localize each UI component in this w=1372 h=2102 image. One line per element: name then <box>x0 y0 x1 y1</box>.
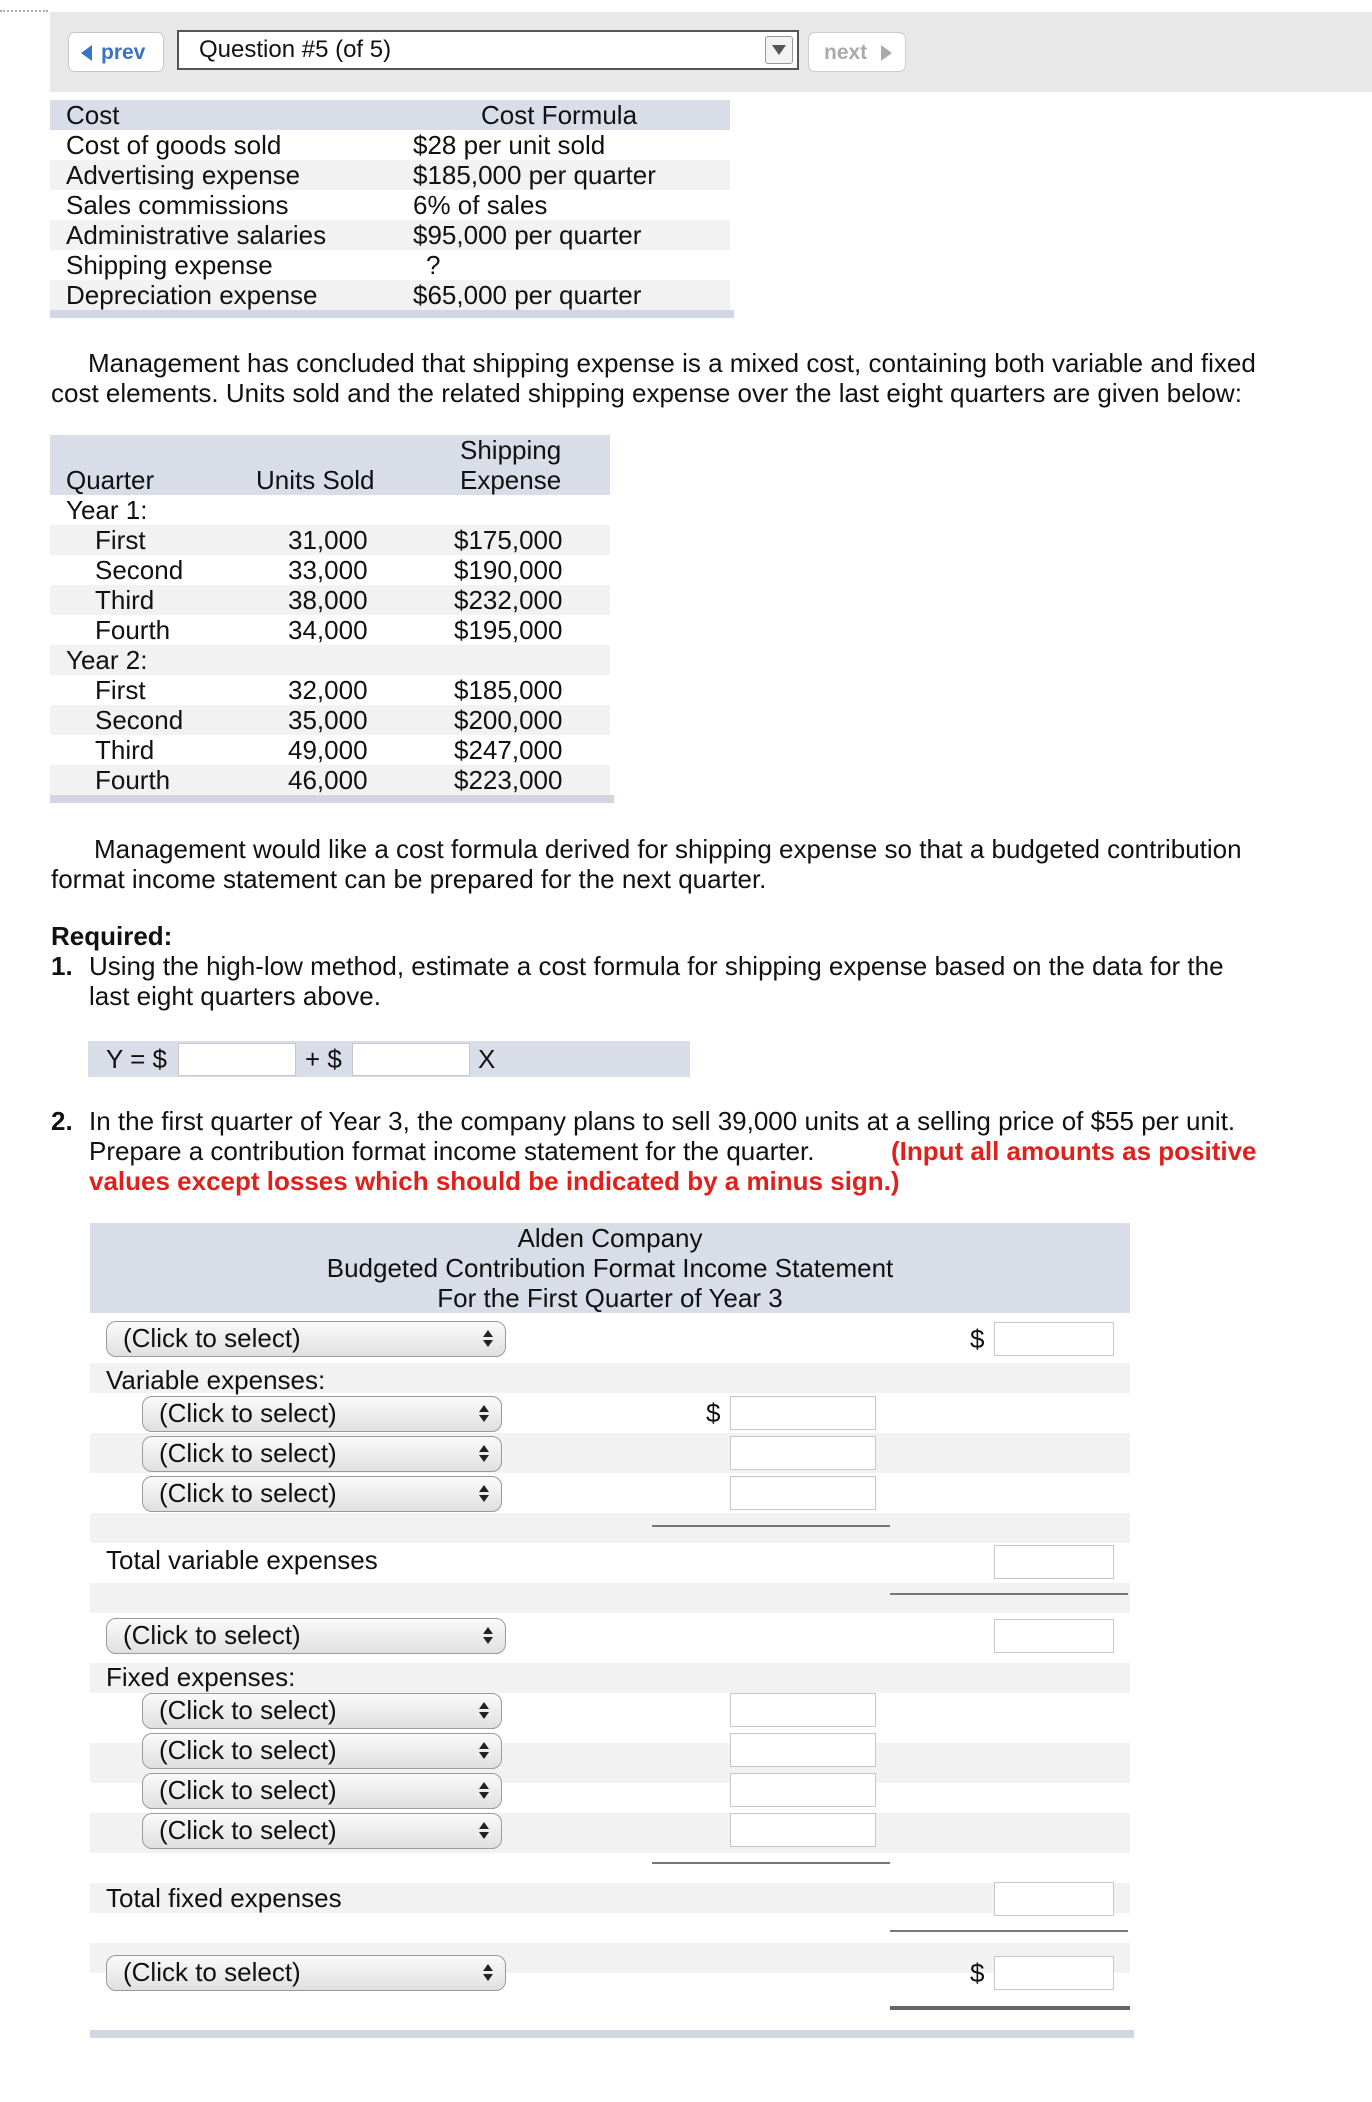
expense-value: $190,000 <box>454 555 563 585</box>
chevron-down-icon[interactable] <box>765 36 793 64</box>
q2-number: 2. <box>51 1106 73 1136</box>
q1-text-line: Using the high-low method, estimate a cost formula for shipping expense based on the data for the <box>89 951 1224 981</box>
cost-formula: $95,000 per quarter <box>413 220 642 250</box>
fixed-expense-select[interactable] <box>142 1733 502 1769</box>
mgmt-text-line: format income statement can be prepared for the next quarter. <box>51 864 767 894</box>
units-value: 31,000 <box>288 525 368 555</box>
q2-text-line: In the first quarter of Year 3, the company plans to sell 39,000 units at a selling price of $55 per unit. <box>89 1106 1236 1136</box>
net-income-amount-input[interactable] <box>994 1956 1114 1990</box>
question-select[interactable] <box>177 30 799 70</box>
fixed-expense-amount-input[interactable] <box>730 1813 876 1847</box>
sales-line-select[interactable] <box>106 1321 506 1357</box>
variable-expense-amount-input[interactable] <box>730 1476 876 1510</box>
quarter-name: Third <box>95 585 155 615</box>
next-button[interactable] <box>808 32 906 72</box>
quarter-name: Second <box>95 705 184 735</box>
cost-formula-column-header: Cost Formula <box>481 100 638 130</box>
q1-text-line: last eight quarters above. <box>89 981 381 1011</box>
total-rule <box>890 1930 1128 1932</box>
year-label: Year 1: <box>66 495 148 525</box>
quarter-name: Fourth <box>95 765 171 795</box>
net-income-line-select[interactable] <box>106 1955 506 1991</box>
fixed-expense-select[interactable] <box>142 1773 502 1809</box>
select-value: (Click to select) <box>159 1438 337 1468</box>
statement-period: For the First Quarter of Year 3 <box>437 1283 783 1313</box>
cost-name: Advertising expense <box>66 160 301 190</box>
fixed-expenses-label: Fixed expenses: <box>106 1662 296 1692</box>
margin-amount-input[interactable] <box>994 1619 1114 1653</box>
cost-formula: $185,000 per quarter <box>413 160 656 190</box>
prev-button[interactable] <box>68 32 164 72</box>
statement-row-band <box>90 1583 1130 1613</box>
fixed-expense-select[interactable] <box>142 1813 502 1849</box>
prev-arrow-icon <box>81 45 92 61</box>
statement-company: Alden Company <box>517 1223 703 1253</box>
cost-name: Depreciation expense <box>66 280 318 310</box>
select-updown-icon <box>479 1742 489 1760</box>
select-updown-icon <box>479 1822 489 1840</box>
next-arrow-icon <box>881 45 892 61</box>
expense-value: $247,000 <box>454 735 563 765</box>
total-variable-input[interactable] <box>994 1545 1114 1579</box>
variable-expense-select[interactable] <box>142 1436 502 1472</box>
select-updown-icon <box>479 1782 489 1800</box>
fixed-expense-select[interactable] <box>142 1693 502 1729</box>
expense-value: $195,000 <box>454 615 563 645</box>
sales-amount-input[interactable] <box>994 1322 1114 1356</box>
margin-line-select[interactable] <box>106 1618 506 1654</box>
q2-text-line: Prepare a contribution format income statement for the quarter. <box>89 1136 815 1166</box>
cost-name: Sales commissions <box>66 190 289 220</box>
cost-formula: 6% of sales <box>413 190 548 220</box>
shipping-column-header: Shipping <box>460 435 562 465</box>
variable-expense-amount-input[interactable] <box>730 1436 876 1470</box>
intro-text-line: cost elements. Units sold and the related shipping expense over the last eight quarters are given below: <box>51 378 1242 408</box>
total-rule <box>890 1593 1128 1595</box>
expense-value: $175,000 <box>454 525 563 555</box>
quarter-name: Fourth <box>95 615 171 645</box>
double-underline-rule <box>890 2006 1130 2010</box>
select-updown-icon <box>479 1445 489 1463</box>
statement-title: Budgeted Contribution Format Income Statement <box>326 1253 894 1283</box>
fixed-expense-amount-input[interactable] <box>730 1773 876 1807</box>
select-updown-icon <box>479 1405 489 1423</box>
units-value: 49,000 <box>288 735 368 765</box>
cost-formula: $28 per unit sold <box>413 130 606 160</box>
q2-instruction-red: values except losses which should be indicated by a minus sign.) <box>89 1166 900 1196</box>
fixed-cost-input[interactable] <box>178 1043 296 1076</box>
variable-rate-input[interactable] <box>352 1043 470 1076</box>
variable-expense-select[interactable] <box>142 1396 502 1432</box>
top-dotted-rule <box>0 10 48 12</box>
quarter-column-header: Quarter <box>66 465 155 495</box>
select-updown-icon <box>483 1330 493 1348</box>
select-value: (Click to select) <box>159 1775 337 1805</box>
fixed-expense-amount-input[interactable] <box>730 1733 876 1767</box>
cost-table-bottom-rule <box>50 310 734 318</box>
units-value: 38,000 <box>288 585 368 615</box>
quarter-name: Third <box>95 735 155 765</box>
units-value: 32,000 <box>288 675 368 705</box>
units-value: 35,000 <box>288 705 368 735</box>
total-fixed-input[interactable] <box>994 1882 1114 1916</box>
formula-y-label: Y = $ <box>106 1044 167 1074</box>
total-variable-label: Total variable expenses <box>106 1545 378 1575</box>
variable-expense-amount-input[interactable] <box>730 1396 876 1430</box>
variable-expenses-label: Variable expenses: <box>106 1365 326 1395</box>
year-label: Year 2: <box>66 645 148 675</box>
cost-formula: ? <box>426 250 441 280</box>
mgmt-text-line: Management would like a cost formula derived for shipping expense so that a budgeted contribution <box>94 834 1242 864</box>
total-fixed-label: Total fixed expenses <box>106 1883 342 1913</box>
quarter-name: First <box>95 675 146 705</box>
dollar-sign: $ <box>970 1324 985 1354</box>
quarter-name: First <box>95 525 146 555</box>
units-value: 46,000 <box>288 765 368 795</box>
cost-name: Administrative salaries <box>66 220 327 250</box>
select-value: (Click to select) <box>123 1620 301 1650</box>
expense-value: $223,000 <box>454 765 563 795</box>
shipping-table-bottom-rule <box>50 795 614 803</box>
dollar-sign: $ <box>970 1958 985 1988</box>
units-value: 33,000 <box>288 555 368 585</box>
select-updown-icon <box>483 1627 493 1645</box>
next-label: next <box>824 41 868 64</box>
statement-bottom-rule <box>90 2030 1134 2038</box>
select-updown-icon <box>483 1964 493 1982</box>
select-value: (Click to select) <box>123 1957 301 1987</box>
units-value: 34,000 <box>288 615 368 645</box>
statement-row-band <box>90 1513 1130 1543</box>
cost-column-header: Cost <box>66 100 120 130</box>
expense-column-header: Expense <box>460 465 562 495</box>
q1-number: 1. <box>51 951 73 981</box>
select-value: (Click to select) <box>159 1478 337 1508</box>
dollar-sign: $ <box>706 1398 721 1428</box>
expense-value: $200,000 <box>454 705 563 735</box>
variable-expense-select[interactable] <box>142 1476 502 1512</box>
select-value: (Click to select) <box>123 1323 301 1353</box>
formula-x-label: X <box>478 1044 496 1074</box>
select-value: (Click to select) <box>159 1398 337 1428</box>
formula-plus-label: + $ <box>305 1044 342 1074</box>
intro-text-line: Management has concluded that shipping expense is a mixed cost, containing both variable and fixed <box>88 348 1256 378</box>
question-select-value: Question #5 (of 5) <box>199 36 392 63</box>
required-heading: Required: <box>51 921 173 951</box>
quarter-name: Second <box>95 555 184 585</box>
units-column-header: Units Sold <box>256 465 375 495</box>
subtotal-rule <box>652 1862 890 1864</box>
cost-name: Shipping expense <box>66 250 273 280</box>
fixed-expense-amount-input[interactable] <box>730 1693 876 1727</box>
select-value: (Click to select) <box>159 1695 337 1725</box>
subtotal-rule <box>652 1525 890 1527</box>
expense-value: $232,000 <box>454 585 563 615</box>
select-value: (Click to select) <box>159 1815 337 1845</box>
cost-name: Cost of goods sold <box>66 130 282 160</box>
expense-value: $185,000 <box>454 675 563 705</box>
q2-instruction-red: (Input all amounts as positive <box>891 1136 1257 1166</box>
select-updown-icon <box>479 1485 489 1503</box>
prev-label: prev <box>101 41 146 64</box>
select-updown-icon <box>479 1702 489 1720</box>
cost-formula: $65,000 per quarter <box>413 280 642 310</box>
select-value: (Click to select) <box>159 1735 337 1765</box>
